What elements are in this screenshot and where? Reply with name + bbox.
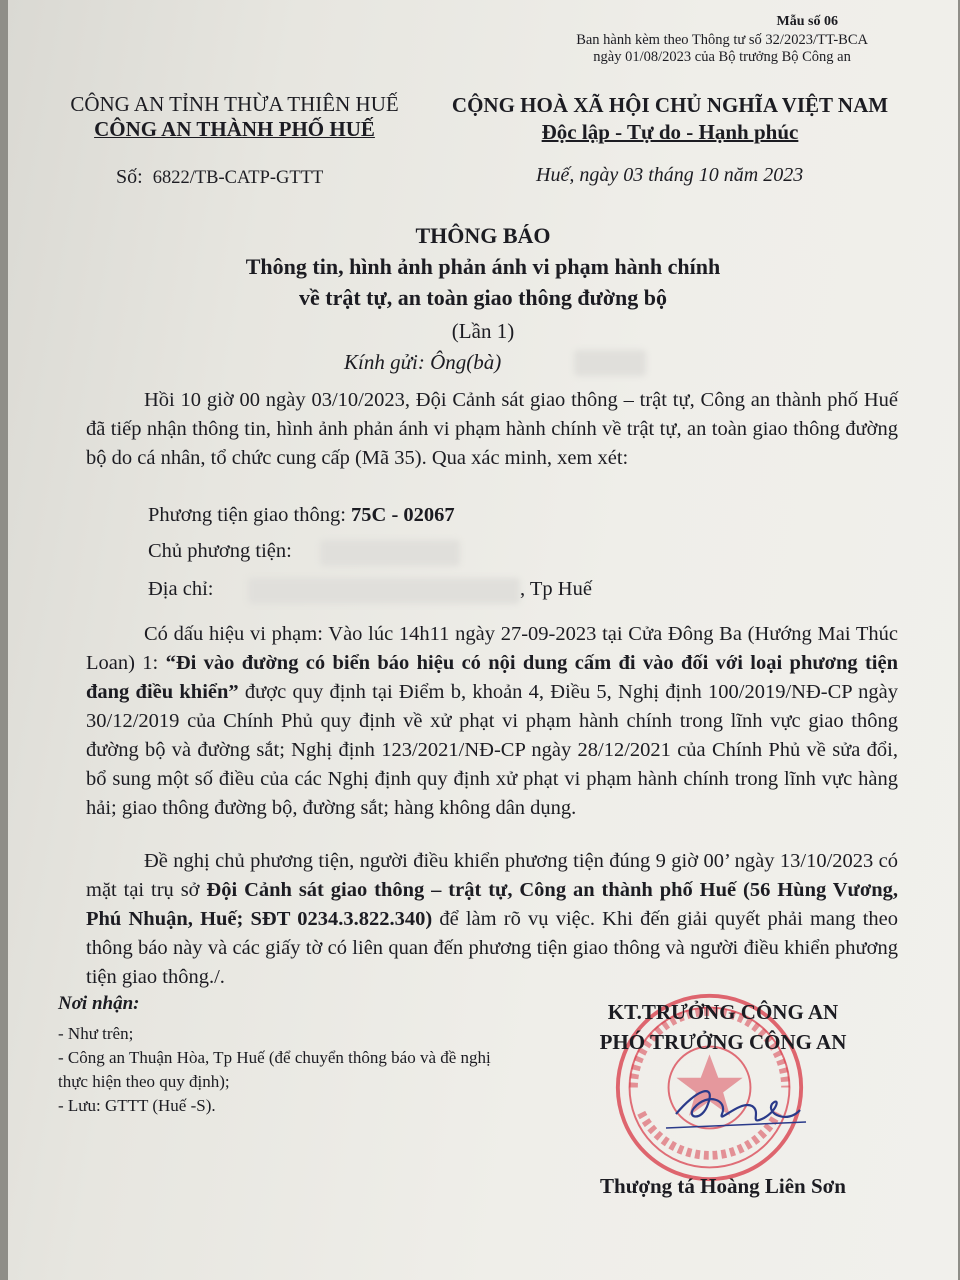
signer-authority: KT.TRƯỞNG CÔNG AN [607,1000,839,1024]
vehicle-field [148,504,455,527]
number-value: 6822/TB-CATP-GTTT [152,168,324,188]
form-number: Mẫu số 06 [776,14,838,29]
handwritten-signature [656,1070,816,1140]
recipients-list [58,1022,503,1118]
intro-paragraph: Hồi 10 giờ 00 ngày 03/10/2023, Đội Cảnh sát giao thông – trật tự, Công an thành phố Huế đã tiếp nhận thông tin, hình ảnh phản ánh vi phạm hành chính về trật tự, an toàn giao thông đường bộ do cá nhân, tổ chức cung cấp (Mã 35). Qua xác minh, xem xét: [86,389,898,469]
redacted-owner [320,540,460,566]
violation-text-b: được quy định tại Điểm b, khoản 4, Điều 5, Nghị định 100/2019/NĐ-CP ngày 30/12/2019 của Chính Phủ quy định về xử phạt vi phạm hành chính trong lĩnh vực giao thông đường bộ và đường sắt; Nghị định 123/2021/NĐ-CP ngày 28/12/2021 của Chính Phủ về sửa đổi, bổ sung một số điều của các Nghị định quy định xử phạt vi phạm hành chính trong lĩnh vực hàng hải; giao thông đường bộ, đường sắt; hàng không dân dụng. [86,681,898,819]
addressee: Kính gửi: Ông(bà) [344,350,502,374]
recipient-item: - Như trên; [58,1024,134,1043]
national-motto [440,92,900,146]
recipients-heading: Nơi nhận: [58,993,140,1014]
violation-paragraph [86,620,898,823]
violation-text-a: Có dấu hiệu vi phạm: Vào lúc 14h11 ngày 27-09-2023 tại Cửa Đông Ba (Hướng Mai Thúc Loan) 1: [86,623,898,674]
document-date: Huế, ngày 03 tháng 10 năm 2023 [536,164,804,186]
issuance-line-1: Ban hành kèm theo Thông tư số 32/2023/TT-BCA [576,32,868,48]
address-city: , Tp Huế [520,578,592,600]
document-number [116,166,323,189]
violation-description: “Đi vào đường có biển báo hiệu có nội dung cấm đi vào đối với loại phương tiện đang điều khiển” [86,652,899,703]
request-location: Đội Cảnh sát giao thông – trật tự, Công an thành phố Huế (56 Hùng Vương, Phú Nhuận, Huế; SĐT 0234.3.822.340) [86,879,898,930]
address-field [148,578,213,601]
motto: Độc lập - Tự do - Hạnh phúc [541,120,799,144]
document-title: THÔNG BÁO [415,223,551,248]
issuance-line-2: ngày 01/08/2023 của Bộ trưởng Bộ Công an [593,49,851,65]
signer-position: PHÓ TRƯỞNG CÔNG AN [599,1030,847,1054]
notice-round: (Lần 1) [451,319,515,343]
document-subtitle-1: Thông tin, hình ảnh phản ánh vi phạm hành chính [245,254,721,279]
document-page [8,0,958,1280]
vehicle-plate: 75C - 02067 [351,504,455,526]
issuance-note [576,32,868,66]
agency-name: CÔNG AN THÀNH PHỐ HUẾ [94,117,375,141]
redacted-name [574,350,646,376]
request-text-b: để làm rõ vụ việc. Khi đến giải quyết phải mang theo thông báo này và các giấy tờ có liên quan đến phương tiện giao thông và người điều khiển phương tiện giao thông./. [86,908,898,988]
owner-field [148,540,292,563]
number-label: Số: [116,166,143,188]
redacted-address [248,578,520,604]
parent-agency: CÔNG AN TỈNH THỪA THIÊN HUẾ [70,92,399,116]
request-text-a: Đề nghị chủ phương tiện, người điều khiển phương tiện đúng 9 giờ 00’ ngày 13/10/2023 có mặt tại trụ sở [86,850,898,901]
country-name: CỘNG HOÀ XÃ HỘI CHỦ NGHĨA VIỆT NAM [451,93,889,117]
owner-label: Chủ phương tiện: [148,540,292,562]
vehicle-label: Phương tiện giao thông: [148,504,346,526]
recipient-item: - Lưu: GTTT (Huế -S). [58,1096,216,1115]
recipient-item: - Công an Thuận Hòa, Tp Huế (để chuyển thông báo và đề nghị thực hiện theo quy định); [58,1048,491,1091]
signer-name: Thượng tá Hoàng Liên Sơn [600,1174,846,1198]
address-label: Địa chỉ: [148,578,214,600]
document-subtitle-2: về trật tự, an toàn giao thông đường bộ [298,285,667,310]
request-paragraph [86,847,898,992]
issuing-agency [52,92,417,142]
